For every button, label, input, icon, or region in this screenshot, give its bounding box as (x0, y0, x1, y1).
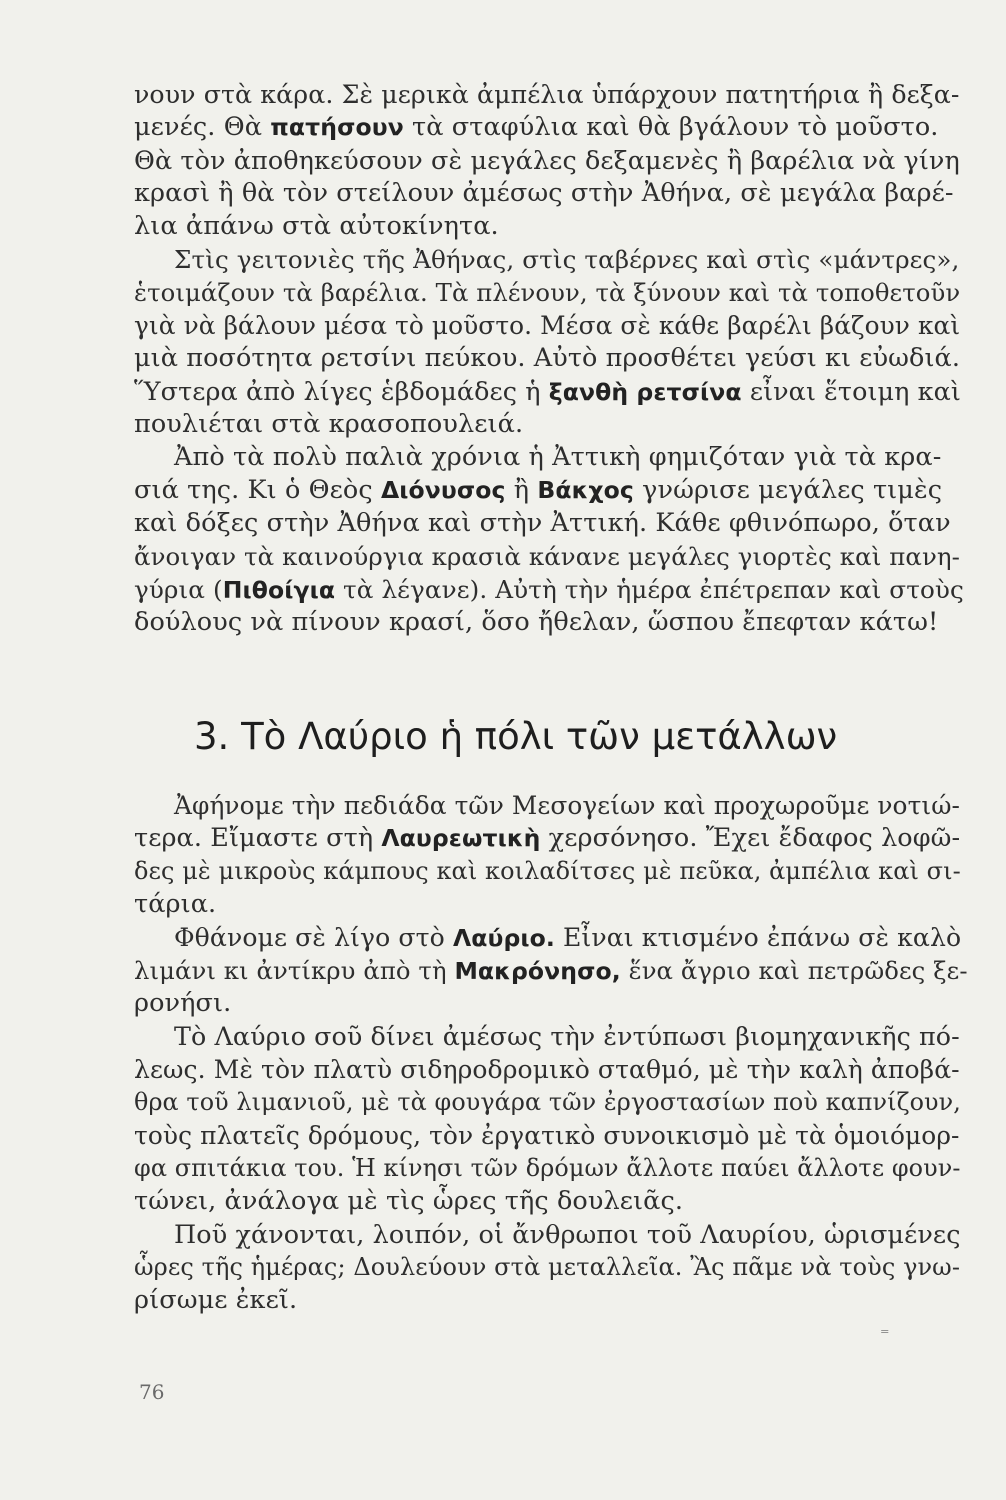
text-run: λιμάνι κι ἀντίκρυ ἀπὸ τὴ (134, 956, 455, 985)
text-run: ὧρες τῆς ἡμέρας; Δουλεύουν στὰ μεταλλεῖα. Ἂς πᾶμε νὰ τοὺς γνω- (134, 1253, 961, 1281)
text-line (134, 441, 960, 474)
text-run: λεως. Μὲ τὸν πλατὺ σιδηροδρομικὸ σταθμό, μὲ τὴν καλὴ ἀποβά- (134, 1055, 960, 1084)
text-run: δούλους νὰ πίνουν κρασί, ὅσο ἤθελαν, ὥσπου ἔπεφταν κάτω! (134, 607, 939, 637)
text-line (134, 855, 960, 888)
text-line (134, 888, 960, 921)
text-line (134, 1053, 960, 1086)
text-run: εἶναι ἕτοιμη καὶ (741, 376, 961, 406)
text-run: μιὰ ποσότητα ρετσίνι πεύκου. Αὐτὸ προσθέτει γεύσι κι εὐωδιά. (134, 343, 961, 373)
text-line (134, 1251, 960, 1284)
text-run: τὰ λέγανε). Αὐτὴ τὴν ἡμέρα ἐπέτρεπαν καὶ στοὺς (335, 575, 964, 604)
text-run: γνώρισε μεγάλες τιμὲς (633, 475, 943, 505)
text-line (134, 1086, 960, 1119)
text-line (134, 78, 960, 111)
bold-term: Πιθοίγια (222, 576, 336, 604)
text-run: ἑτοιμάζουν τὰ βαρέλια. Τὰ πλένουν, τὰ ξύνουν καὶ τὰ τοποθετοῦν (134, 278, 961, 307)
page-number: 76 (139, 1380, 165, 1404)
text-run: τάρια. (134, 889, 217, 919)
text-run: πουλιέται στὰ κρασοπουλειά. (134, 409, 524, 439)
text-run: νουν στὰ κάρα. Σὲ μερικὰ ἀμπέλια ὑπάρχουν πατητήρια ἢ δεξα- (134, 80, 960, 109)
text-line (134, 1284, 960, 1317)
text-line (134, 210, 960, 243)
text-run: Τὸ Λαύριο σοῦ δίνει ἀμέσως τὴν ἐντύπωσι βιομηχανικῆς πό- (174, 1021, 960, 1051)
text-line (134, 1020, 960, 1053)
text-line (134, 408, 960, 441)
text-run: Ὕστερα ἀπὸ λίγες ἑβδομάδες ἡ (134, 376, 549, 406)
text-line (134, 309, 960, 342)
text-line (134, 243, 960, 276)
text-run: μενές. Θὰ (134, 112, 271, 142)
text-line (134, 1119, 960, 1152)
text-run: Θὰ τὸν ἀποθηκεύσουν σὲ μεγάλες δεξαμενὲς ἢ βαρέλια νὰ γίνη (134, 145, 960, 175)
text-run: θρα τοῦ λιμανιοῦ, μὲ τὰ φουγάρα τῶν ἐργοστασίων ποὺ καπνίζουν, (134, 1088, 961, 1116)
text-run: τερα. Εἴμαστε στὴ (134, 823, 382, 853)
text-run: ἄνοιγαν τὰ καινούργια κρασιὰ κάνανε μεγάλες γιορτὲς καὶ πανη- (134, 542, 960, 571)
text-run: χερσόνησο. Ἔχει ἔδαφος λοφῶ- (540, 823, 961, 853)
text-block-bottom (134, 789, 968, 1317)
text-run: ἕνα ἄγριο καὶ πετρῶδες ξε- (620, 956, 968, 985)
text-run: λια ἀπάνω στὰ αὐτοκίνητα. (134, 211, 499, 241)
bold-term: Λαύριο. (452, 924, 555, 952)
bold-term: Λαυρεωτικὴ (381, 824, 541, 852)
text-run: Στὶς γειτονιὲς τῆς Ἀθήνας, στὶς ταβέρνες καὶ στὶς «μάντρες», (174, 245, 960, 274)
bold-term: Μακρόνησο, (454, 957, 621, 985)
text-line (134, 573, 964, 606)
text-line (134, 342, 960, 375)
text-run: τώνει, ἀνάλογα μὲ τὶς ὧρες τῆς δουλειᾶς. (134, 1186, 684, 1216)
section-heading: 3. Τὸ Λαύριο ἡ πόλι τῶν μετάλλων (194, 715, 838, 758)
section-spacer (134, 639, 960, 713)
text-run: ρονήσι. (134, 988, 232, 1018)
text-line (134, 921, 960, 954)
text-line (134, 111, 960, 144)
text-run: ρίσωμε ἐκεῖ. (134, 1285, 298, 1315)
text-line (134, 276, 960, 309)
text-block-top (134, 78, 964, 639)
text-run: τοὺς πλατεῖς δρόμους, τὸν ἐργατικὸ συνοικισμὸ μὲ τὰ ὁμοιόμορ- (134, 1121, 960, 1150)
text-line (134, 987, 960, 1020)
text-run: Ποῦ χάνονται, λοιπόν, οἱ ἄνθρωποι τοῦ Λαυρίου, ὡρισμένες (174, 1219, 961, 1249)
bold-term: πατήσουν (270, 113, 404, 141)
text-run: κρασὶ ἢ θὰ τὸν στείλουν ἀμέσως στὴν Ἀθήνα, σὲ μεγάλα βαρέ- (134, 178, 954, 208)
text-line (134, 1218, 960, 1251)
text-line (134, 507, 960, 540)
text-line (134, 177, 960, 210)
text-run: Εἶναι κτισμένο ἐπάνω σὲ καλὸ (554, 923, 962, 952)
text-line (134, 375, 960, 408)
text-run: φα σπιτάκια του. Ἡ κίνησι τῶν δρόμων ἄλλοτε παύει ἄλλοτε φουν- (134, 1154, 961, 1182)
text-line (134, 789, 960, 822)
text-line (134, 1152, 960, 1185)
text-line (134, 144, 960, 177)
text-run: γιὰ νὰ βάλουν μέσα τὸ μοῦστο. Μέσα σὲ κάθε βαρέλι βάζουν καὶ (134, 311, 961, 340)
text-line (134, 540, 960, 573)
bold-term: ξανθὴ ρετσίνα (548, 378, 742, 406)
print-mark: ⁼ (880, 1325, 890, 1346)
text-run: καὶ δόξες στὴν Ἀθήνα καὶ στὴν Ἀττική. Κάθε φθινόπωρο, ὅταν (134, 508, 951, 538)
text-line (134, 822, 960, 855)
text-run: Ἀπὸ τὰ πολὺ παλιὰ χρόνια ἡ Ἀττικὴ φημιζόταν γιὰ τὰ κρα- (174, 442, 942, 472)
text-line (134, 954, 968, 987)
page-content (134, 78, 968, 1317)
text-run: ἢ (505, 475, 538, 505)
heading-spacer (134, 761, 960, 789)
text-line (134, 1185, 960, 1218)
text-run: δες μὲ μικροὺς κάμπους καὶ κοιλαδίτσες μὲ πεῦκα, ἀμπέλια καὶ σι- (134, 857, 961, 885)
text-line (134, 606, 960, 639)
text-run: σιά της. Κι ὁ Θεὸς (134, 475, 381, 505)
bold-term: Βάκχος (537, 476, 634, 504)
bold-term: Διόνυσος (380, 476, 506, 504)
text-line (134, 474, 960, 507)
text-run: Ἀφήνομε τὴν πεδιάδα τῶν Μεσογείων καὶ προχωροῦμε νοτιώ- (174, 791, 961, 820)
text-run: τὰ σταφύλια καὶ θὰ βγάλουν τὸ μοῦστο. (403, 112, 939, 142)
text-run: Φθάνομε σὲ λίγο στὸ (174, 923, 453, 952)
text-run: γύρια ( (134, 575, 223, 604)
